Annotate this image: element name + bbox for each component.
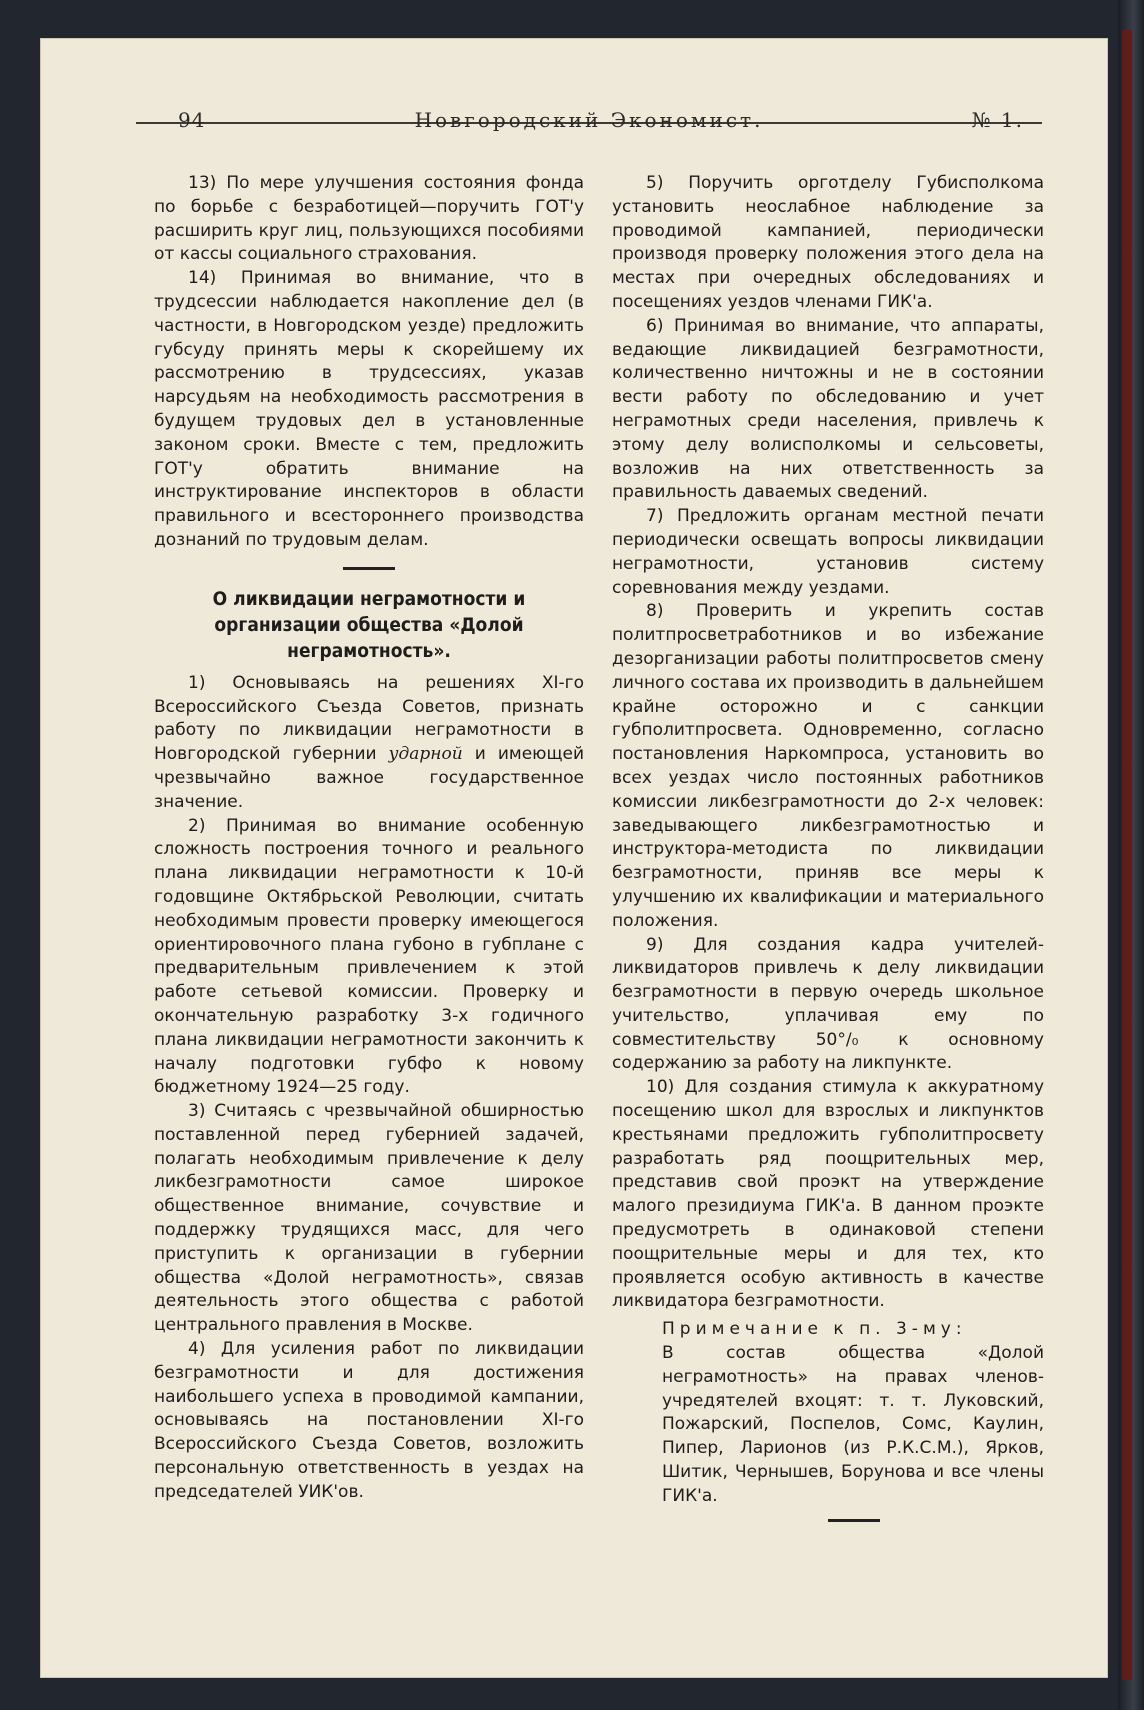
right-column xyxy=(612,172,1044,1522)
paragraph-1-text-start: 1) Основываясь на решениях XI-го Всероссийского Съезда Советов, признать работу по ликвидации неграмотности в Новгородской губернии xyxy=(154,672,584,765)
section-divider xyxy=(343,567,395,570)
paragraph-9: 9) Для создания кадра учителей-ликвидаторов привлечь к делу ликвидации безграмотности в первую очередь школьное учительство, уплачивая ему по совместительству 50°/₀ к основному содержанию за работу на ликпункте. xyxy=(612,934,1044,1074)
paragraph-1 xyxy=(154,672,584,815)
paragraph-5: 5) Поручить орготделу Губисполкома установить неослабное наблюдение за проводимой кампанией, периодически производя проверку положения этого дела на местах при очередных обследованиях и посещениях уездов членами ГИК'а. xyxy=(612,173,1044,312)
paragraph-1-text-end: и имеющей чрезвычайно важное государственное значение. xyxy=(154,744,584,812)
issue-number: № 1. xyxy=(971,108,1024,132)
footnote-text: В состав общества «Долой неграмотность» на правах членов-учредятелей вхоцят: т. т. Луковский, Пожарский, Поспелов, Сомс, Каулин, Пипер, Ларионов (из Р.К.С.М.), Ярков, Шитик, Чернышев, Борунова и все члены ГИК'а. xyxy=(662,1343,1044,1506)
page-number: 94 xyxy=(178,108,206,132)
binding-edge xyxy=(1118,0,1144,1710)
running-header xyxy=(136,78,1042,132)
section-heading: О ликвидации неграмотности и организации общества «Долой неграмотность». xyxy=(212,587,526,662)
paragraph-10: 10) Для создания стимула к аккуратному посещению школ для взрослых и ликпунктов крестьянами предложить губполитпросвету разработать ряд поощрительных мер, представив свой проэкт на утверждение малого президиума ГИК'а. В данном проэкте предусмотреть в одинаковой степени поощрительные меры и для тех, кто проявляется особую активность в качестве ликвидатора безграмотности. xyxy=(612,1077,1044,1312)
paragraph-3: 3) Считаясь с чрезвычайной обширностью поставленной перед губернией задачей, полагать необходимым привлечение к делу ликбезграмотности самое широкое общественное внимание, сочувствие и поддержку трудящихся масс, для чего приступить к организации в губернии общества «Долой неграмотность», связав деятельность этого общества с работой центрального правления в Москве. xyxy=(154,1101,584,1336)
left-column xyxy=(154,172,584,1505)
paragraph-6: 6) Принимая во внимание, что аппараты, ведающие ликвидацией безграмотности, количественно ничтожны и не в состоянии вести работу по обследованию и учет неграмотных среди населения, привлечь к этому делу волисполкомы и сельсоветы, возложив на них ответственность за правильность даваемых сведений. xyxy=(612,315,1044,503)
paragraph-8: 8) Проверить и укрепить состав политпросветработников и во избежание дезорганизации работы политпросветов смену личного состава их производить в дальнейшем крайне осторожно и с санкции губполитпросвета. Одновременно, согласно постановления Наркомпроса, установить во всех уездах число постоянных работников комиссии ликбезграмотности до 2-х человек: заведывающего ликбезграмотностью и инструктора-методиста по ликвидации безграмотности, приняв все меры к улучшению их квалификации и материального положения. xyxy=(612,601,1044,931)
paragraph-13: 13) По мере улучшения состояния фонда по борьбе с безработицей—поручить ГОТ'у расширить круг лиц, пользующихся пособиями от кассы социального страхования. xyxy=(154,173,584,265)
end-divider xyxy=(828,1519,880,1522)
paragraph-4: 4) Для усиления работ по ликвидации безграмотности и для достижения наибольшего успеха в проводимой кампании, основываясь на постановлении XI-го Всероссийского Съезда Советов, возложить персональную ответственность в уездах на председателей УИК'ов. xyxy=(154,1339,584,1502)
paragraph-7: 7) Предложить органам местной печати периодически освещать вопросы ликвидации неграмотности, установив систему соревнования между уездами. xyxy=(612,506,1044,598)
paragraph-1-emphasis: ударной xyxy=(388,744,463,765)
footnote xyxy=(612,1318,1044,1508)
paragraph-2: 2) Принимая во внимание особенную сложность построения точного и реального плана ликвидации неграмотности к 10-й годовщине Октябрьской Революции, считать необходимым провести проверку имеющегося ориентировочного плана губоно в губплане с предварительным привлечением к этой работе сетьевой комиссии. Проверку и окончательную разработку 3-х годичного плана ликвидации неграмотности закончить к началу подготовки губфо к новому бюджетному 1924—25 году. xyxy=(154,815,584,1098)
paragraph-14: 14) Принимая во внимание, что в трудсессии наблюдается накопление дел (в частности, в Новгородском уезде) предложить губсуду принять меры к скорейшему их рассмотрению в трудсессиях, указав нарсудьям на необходимость рассмотрения в будущем трудовых дел в установленные законом сроки. Вместе с тем, предложить ГОТ'у обратить внимание на инструктирование инспекторов в области правильного и всестороннего производства дознаний по трудовым делам. xyxy=(154,268,584,550)
footnote-label: Примечание к п. 3-му: xyxy=(662,1319,967,1340)
cover-edge xyxy=(1122,30,1132,1680)
journal-title: Новгородский Экономист. xyxy=(414,108,764,132)
